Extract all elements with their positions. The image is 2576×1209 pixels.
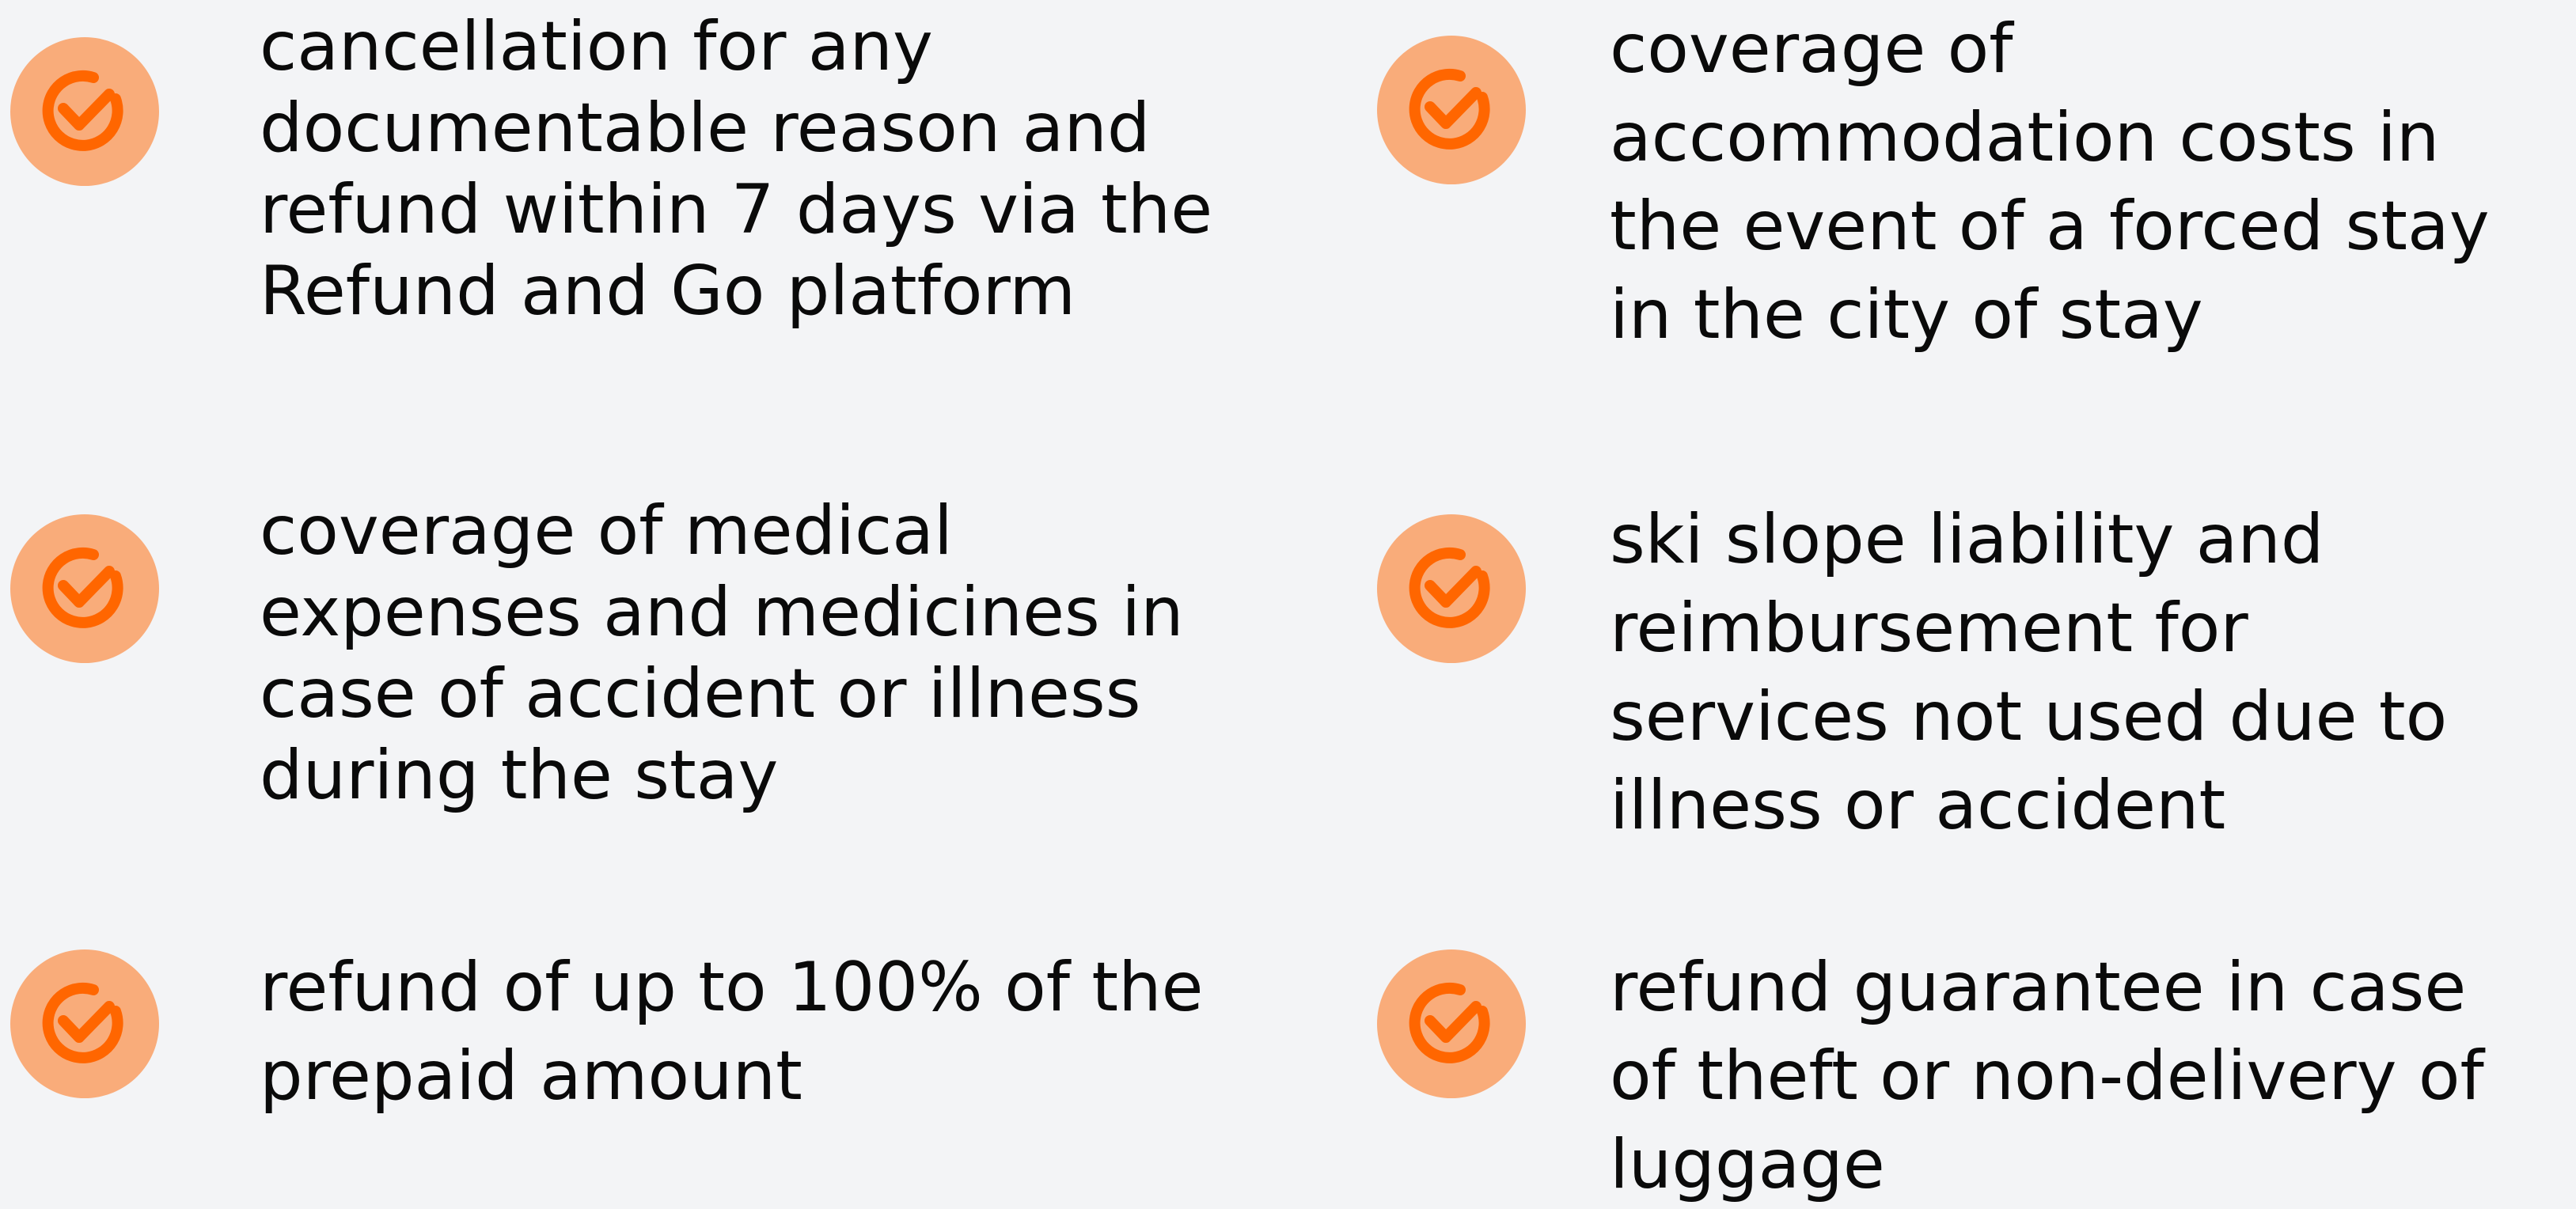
feature-text: coverage of accommodation costs in the event of a forced stay in the city of stay [1610, 9, 2490, 354]
check-circle-icon [1377, 949, 1526, 1098]
check-circle-icon [1377, 514, 1526, 663]
check-circle-icon [10, 514, 159, 663]
feature-text: refund guarantee in case of theft or non-delivery of luggage [1610, 948, 2484, 1204]
feature-text: cancellation for any documentable reason and refund within 7 days via the Refund and Go platform [260, 7, 1213, 331]
check-circle-icon [10, 37, 159, 186]
check-circle-icon [10, 949, 159, 1098]
check-circle-icon [1377, 36, 1526, 184]
feature-text: coverage of medical expenses and medicines in case of accident or illness during the stay [260, 491, 1184, 815]
feature-text: refund of up to 100% of the prepaid amount [260, 948, 1204, 1116]
feature-text: ski slope liability and reimbursement for services not used due to illness or accident [1610, 500, 2448, 845]
